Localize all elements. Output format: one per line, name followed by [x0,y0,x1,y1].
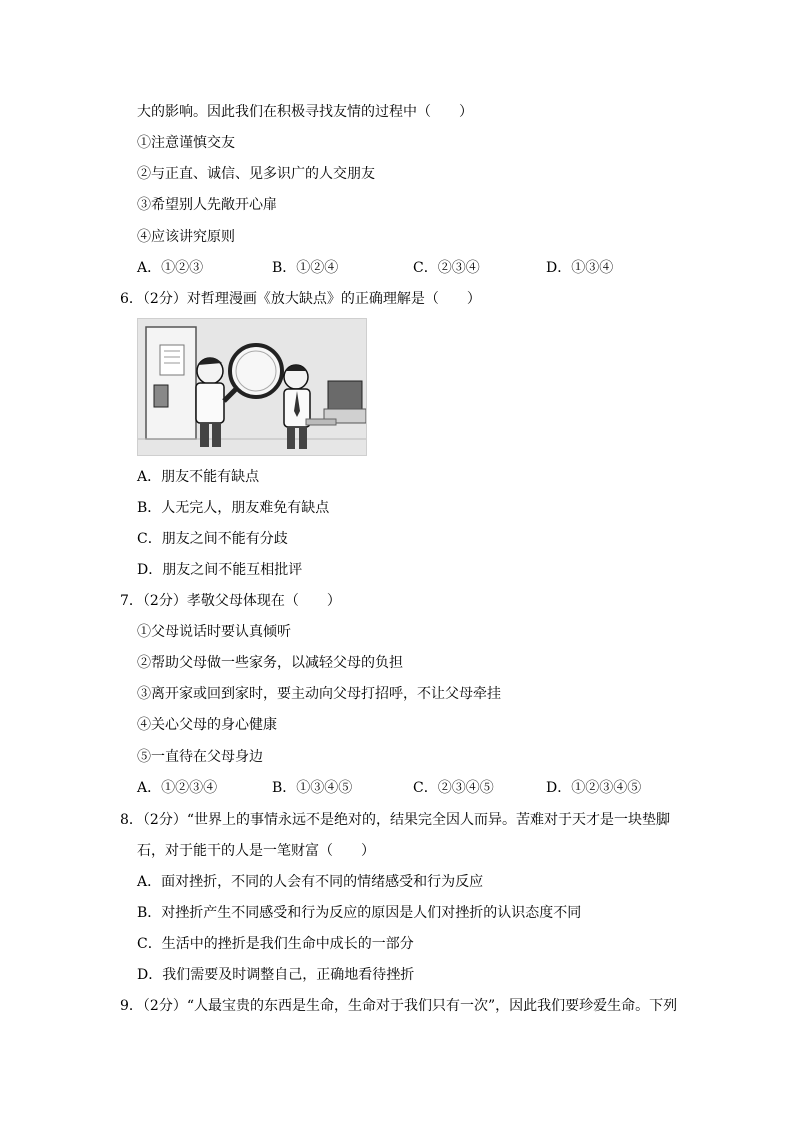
q7-option-a: A．①②③④ [137,780,218,796]
q5-option-d: D．①③④ [546,260,614,276]
q6-stem: 6．（2分）对哲理漫画《放大缺点》的正确理解是（ ） [120,291,481,307]
q5-option-a: A．①②③ [137,260,204,276]
q8-stem-line-1: 8．（2分）“世界上的事情永远不是绝对的，结果完全因人而异。苦难对于天才是一块垫脚 [120,812,670,828]
q7-stem: 7．（2分）孝敬父母体现在（ ） [120,593,341,609]
q5-item-1: ①注意谨慎交友 [137,135,235,151]
q6-option-b: B．人无完人，朋友难免有缺点 [137,500,330,516]
q5-item-4: ④应该讲究原则 [137,229,235,245]
q8-option-d: D．我们需要及时调整自己，正确地看待挫折 [137,967,415,983]
q7-option-c: C．②③④⑤ [413,780,494,796]
q7-option-d: D．①②③④⑤ [546,780,642,796]
philosophy-cartoon-image [137,318,367,456]
q8-stem-line-2: 石，对于能干的人是一笔财富（ ） [137,843,375,859]
q7-item-1: ①父母说话时要认真倾听 [137,624,291,640]
q6-option-c: C．朋友之间不能有分歧 [137,531,288,547]
q5-item-2: ②与正直、诚信、见多识广的人交朋友 [137,166,375,182]
q5-item-3: ③希望别人先敞开心扉 [137,197,277,213]
q7-option-b: B．①③④⑤ [272,780,353,796]
q8-option-a: A．面对挫折，不同的人会有不同的情绪感受和行为反应 [137,874,484,890]
q6-option-a: A．朋友不能有缺点 [137,469,260,485]
q5-option-b: B．①②④ [272,260,339,276]
q7-item-3: ③离开家或回到家时，要主动向父母打招呼，不让父母牵挂 [137,686,501,702]
q7-item-5: ⑤一直待在父母身边 [137,749,263,765]
q7-item-2: ②帮助父母做一些家务，以减轻父母的负担 [137,655,403,671]
q7-item-4: ④关心父母的身心健康 [137,717,277,733]
q5-stem-tail: 大的影响。因此我们在积极寻找友情的过程中（ ） [137,104,473,120]
q6-option-d: D．朋友之间不能互相批评 [137,562,303,578]
q8-option-b: B．对挫折产生不同感受和行为反应的原因是人们对挫折的认识态度不同 [137,905,582,921]
q8-option-c: C．生活中的挫折是我们生命中成长的一部分 [137,936,414,952]
q5-option-c: C．②③④ [413,260,480,276]
q9-stem-line-1: 9．（2分）“人最宝贵的东西是生命，生命对于我们只有一次”，因此我们要珍爱生命。下列 [120,998,678,1014]
